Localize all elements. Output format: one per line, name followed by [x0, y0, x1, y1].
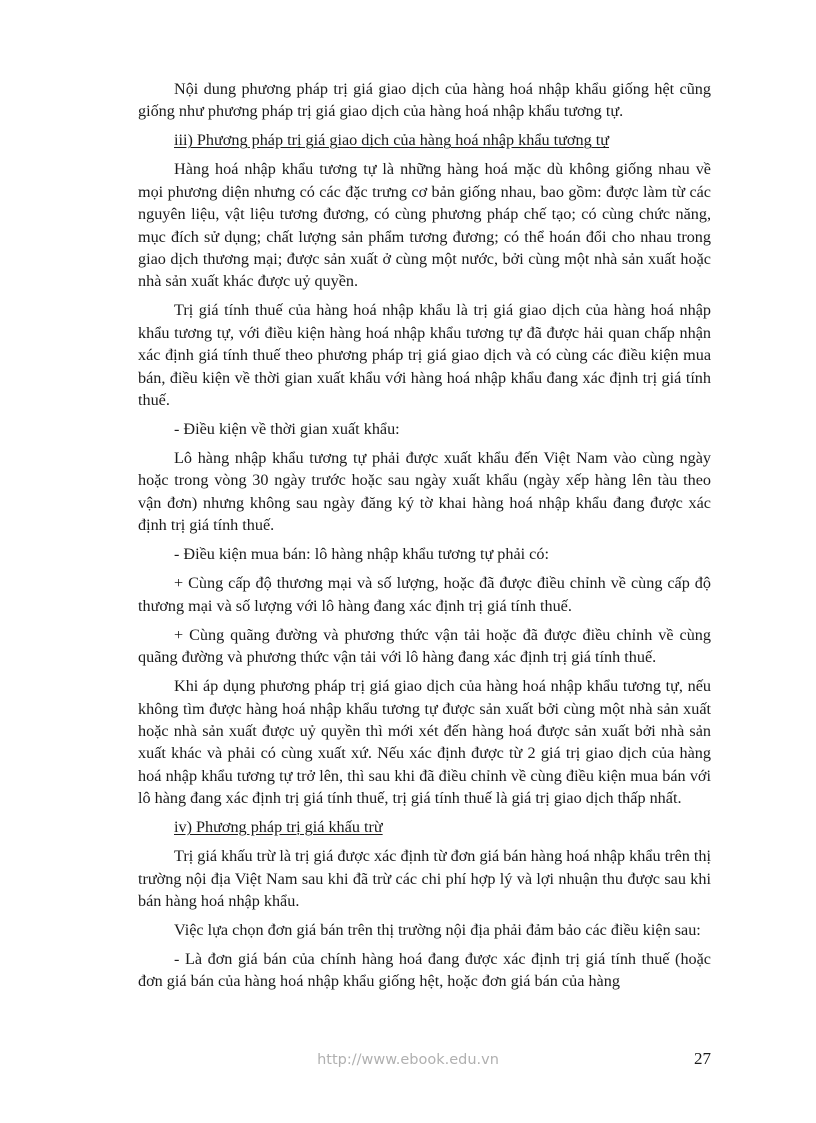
page-body	[138, 78, 711, 999]
list-item: - Là đơn giá bán của chính hàng hoá đang được xác định trị giá tính thuế (hoặc đơn giá bán của hàng hoá nhập khẩu giống hệt, hoặc đơn giá bán của hàng	[138, 949, 711, 991]
paragraph: Trị giá tính thuế của hàng hoá nhập khẩu là trị giá giao dịch của hàng hoá nhập khẩu tương tự, với điều kiện hàng hoá nhập khẩu tương tự đã được hải quan chấp nhận xác định giá tính thuế theo phương pháp trị giá giao dịch và có cùng các điều kiện mua bán, điều kiện về thời gian xuất khẩu với hàng hoá nhập khẩu đang xác định trị giá tính thuế.	[138, 301, 711, 410]
paragraph: Khi áp dụng phương pháp trị giá giao dịch của hàng hoá nhập khẩu tương tự, nếu không tìm được hàng hoá nhập khẩu tương tự được sản xuất bởi cùng một nhà sản xuất hoặc nhà sản xuất được uỷ quyền thì mới xét đến hàng hoá được sản xuất bởi nhà sản xuất khác và phải có cùng xuất xứ. Nếu xác định được từ 2 giá trị giao dịch của hàng hoá nhập khẩu tương tự trở lên, thì sau khi đã điều chỉnh về cùng điều kiện mua bán với lô hàng đang xác định trị giá tính thuế, trị giá tính thuế là giá trị giao dịch thấp nhất.	[138, 677, 711, 808]
paragraph: Việc lựa chọn đơn giá bán trên thị trường nội địa phải đảm bảo các điều kiện sau:	[174, 920, 701, 939]
page-number: 27	[694, 1049, 711, 1068]
paragraph: Trị giá khấu trừ là trị giá được xác định từ đơn giá bán hàng hoá nhập khẩu trên thị trường nội địa Việt Nam sau khi đã trừ các chi phí hợp lý và lợi nhuận thu được sau khi bán hàng hoá nhập khẩu.	[138, 847, 711, 910]
list-item: + Cùng quãng đường và phương thức vận tải hoặc đã được điều chỉnh về cùng quãng đường và phương thức vận tải với lô hàng đang xác định trị giá tính thuế.	[138, 625, 711, 667]
paragraph: Lô hàng nhập khẩu tương tự phải được xuất khẩu đến Việt Nam vào cùng ngày hoặc trong vòng 30 ngày trước hoặc sau ngày xuất khẩu (ngày xếp hàng lên tàu theo vận đơn) nhưng không sau ngày đăng ký tờ khai hàng hoá nhập khẩu đang được xác định trị giá tính thuế.	[138, 449, 711, 535]
section-heading: iv) Phương pháp trị giá khấu trừ	[174, 818, 383, 837]
paragraph: Nội dung phương pháp trị giá giao dịch của hàng hoá nhập khẩu giống hệt cũng giống như phương pháp trị giá giao dịch của hàng hoá nhập khẩu tương tự.	[138, 80, 711, 121]
section-heading: iii) Phương pháp trị giá giao dịch của hàng hoá nhập khẩu tương tự	[174, 131, 609, 150]
footer-url: http://www.ebook.edu.vn	[317, 1052, 499, 1068]
list-item: - Điều kiện mua bán: lô hàng nhập khẩu tương tự phải có:	[174, 545, 549, 564]
list-item: + Cùng cấp độ thương mại và số lượng, hoặc đã được điều chỉnh về cùng cấp độ thương mại và số lượng với lô hàng đang xác định trị giá tính thuế.	[138, 574, 711, 615]
paragraph: Hàng hoá nhập khẩu tương tự là những hàng hoá mặc dù không giống nhau về mọi phương diện nhưng có các đặc trưng cơ bản giống nhau, bao gồm: được làm từ các nguyên liệu, vật liệu tương đương, có cùng phương pháp chế tạo; có cùng chức năng, mục đích sử dụng; chất lượng sản phẩm tương đương; có thể hoán đổi cho nhau trong giao dịch thương mại; được sản xuất ở cùng một nước, bởi cùng một nhà sản xuất hoặc nhà sản xuất khác được uỷ quyền.	[138, 160, 711, 291]
list-item: - Điều kiện về thời gian xuất khẩu:	[174, 420, 400, 439]
